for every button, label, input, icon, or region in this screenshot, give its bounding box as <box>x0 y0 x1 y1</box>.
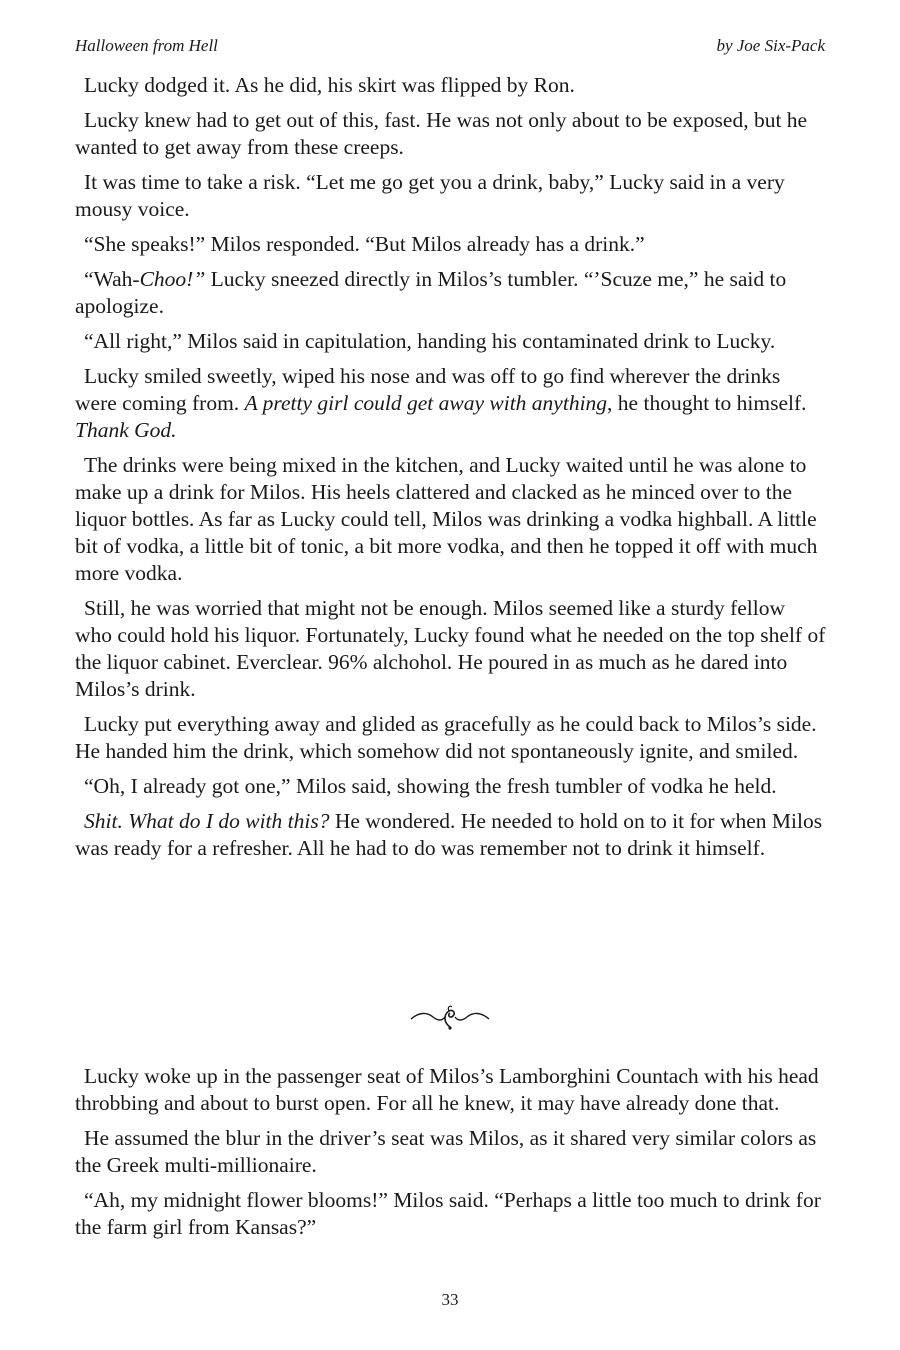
paragraph <box>75 1187 827 1241</box>
body-text-block-1 <box>75 72 827 870</box>
text-run: Lucky put everything away and glided as gracefully as he could back to Milos’s side. He handed him the drink, which somehow did not spontaneously ignite, and smiled. <box>75 712 817 763</box>
text-run: “She speaks!” Milos responded. “But Milos already has a drink.” <box>84 232 645 256</box>
author-name: by Joe Six-Pack <box>716 36 825 55</box>
text-run: Lucky woke up in the passenger seat of Milos’s Lamborghini Countach with his head throbbing and about to burst open. For all he knew, it may have already done that. <box>75 1064 819 1115</box>
text-run: Lucky dodged it. As he did, his skirt was flipped by Ron. <box>84 73 575 97</box>
body-text-block-2 <box>75 1063 827 1249</box>
text-run: The drinks were being mixed in the kitchen, and Lucky waited until he was alone to make up a drink for Milos. His heels clattered and clacked as he minced over to the liquor bottles. As far as Lucky could tell, Milos was drinking a vodka highball. A little bit of vodka, a little bit of tonic, a bit more vodka, and then he topped it off with much more vodka. <box>75 453 818 585</box>
paragraph <box>75 169 827 223</box>
paragraph <box>75 1125 827 1179</box>
text-run: It was time to take a risk. “Let me go get you a drink, baby,” Lucky said in a very mousy voice. <box>75 170 785 221</box>
text-run: Still, he was worried that might not be enough. Milos seemed like a sturdy fellow who could hold his liquor. Fortunately, Lucky found what he needed on the top shelf of the liquor cabinet. Everclear. 96% alchohol. He poured in as much as he dared into Milos’s drink. <box>75 596 826 701</box>
text-run: “Wah- <box>84 267 140 291</box>
paragraph <box>75 452 827 587</box>
text-run: Lucky sneezed directly in Milos’s tumbler. “’Scuze me,” he said to apologize. <box>75 267 787 318</box>
italic-text: Thank God. <box>75 418 177 442</box>
running-header <box>75 36 825 56</box>
text-run: , he thought to himself. <box>607 391 807 415</box>
italic-text: Choo!” <box>139 267 206 291</box>
paragraph <box>75 328 827 355</box>
paragraph <box>75 773 827 800</box>
paragraph <box>75 72 827 99</box>
paragraph <box>75 107 827 161</box>
text-run: “All right,” Milos said in capitulation, handing his contaminated drink to Lucky. <box>84 329 776 353</box>
paragraph <box>75 808 827 862</box>
text-run: He assumed the blur in the driver’s seat was Milos, as it shared very similar colors as the Greek multi-millionaire. <box>75 1126 817 1177</box>
text-run: He wondered. He needed to hold on to it for when Milos was ready for a refresher. All he had to do was remember not to drink it himself. <box>75 809 823 860</box>
text-run: Lucky knew had to get out of this, fast. He was not only about to be exposed, but he wanted to get away from these creeps. <box>75 108 808 159</box>
paragraph <box>75 711 827 765</box>
italic-text: Shit. What do I do with this? <box>84 809 330 833</box>
paragraph <box>75 363 827 444</box>
page-number: 33 <box>441 1290 459 1309</box>
paragraph <box>75 595 827 703</box>
paragraph <box>75 231 827 258</box>
italic-text: A pretty girl could get away with anything <box>244 391 608 415</box>
paragraph <box>75 1063 827 1117</box>
book-title: Halloween from Hell <box>75 36 218 55</box>
fleuron-section-break-icon <box>405 1000 495 1036</box>
text-run: “Ah, my midnight flower blooms!” Milos said. “Perhaps a little too much to drink for the farm girl from Kansas?” <box>75 1188 821 1239</box>
text-run: Lucky smiled sweetly, wiped his nose and was off to go find wherever the drinks were coming from. <box>75 364 781 415</box>
text-run: “Oh, I already got one,” Milos said, showing the fresh tumbler of vodka he held. <box>84 774 777 798</box>
paragraph <box>75 266 827 320</box>
